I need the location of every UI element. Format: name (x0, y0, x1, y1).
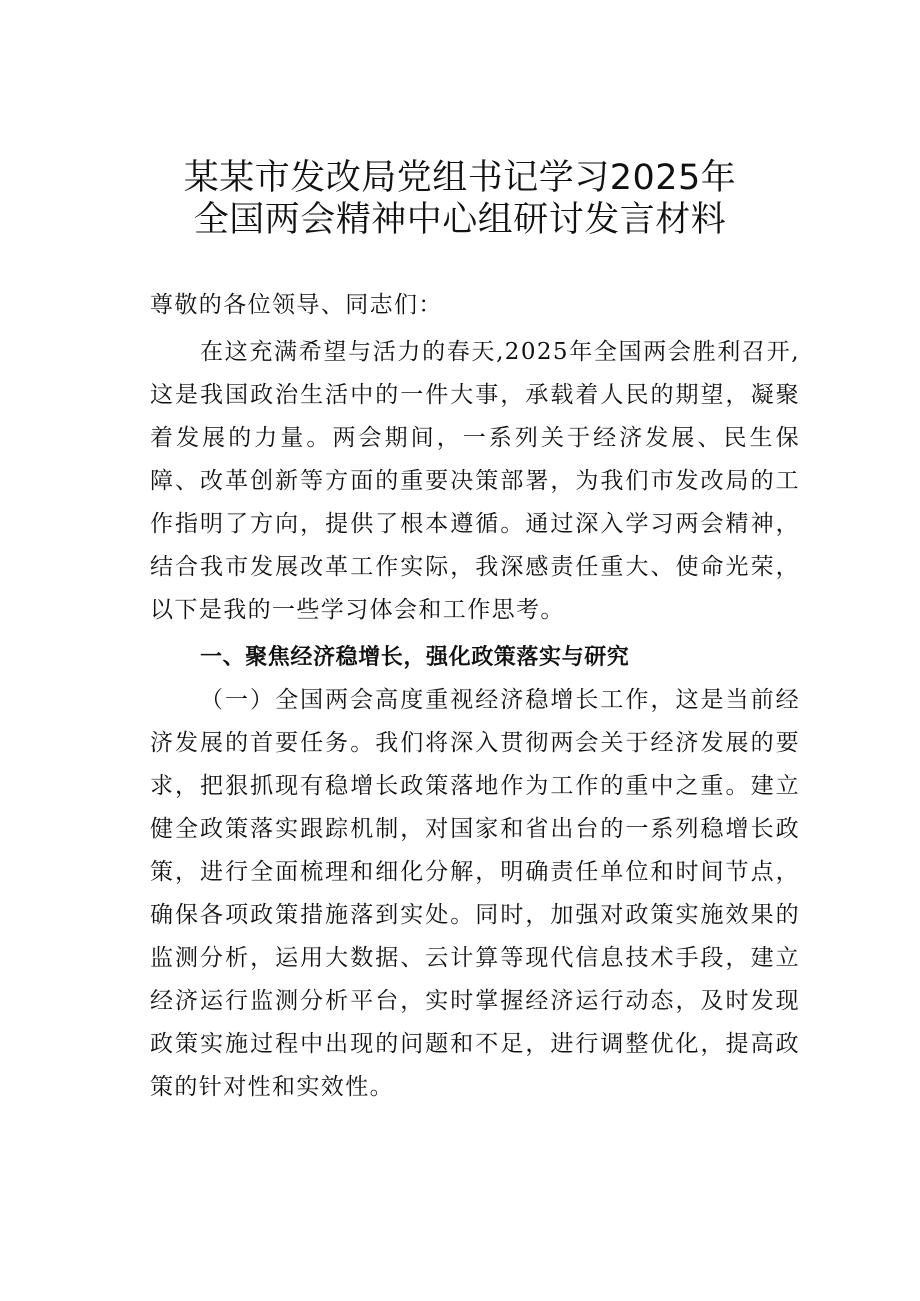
section-1-paragraph: （一）全国两会高度重视经济稳增长工作，这是当前经济发展的首要任务。我们将深入贯彻两会关于经济发展的要求，把狠抓现有稳增长政策落地作为工作的重中之重。建立健全政策落实跟踪机制，对国家和省出台的一系列稳增长政策，进行全面梳理和细化分解，明确责任单位和时间节点，确保各项政策措施落到实处。同时，加强对政策实施效果的监测分析，运用大数据、云计算等现代信息技术手段，建立经济运行监测分析平台，实时掌握经济运行动态，及时发现政策实施过程中出现的问题和不足，进行调整优化，提高政策的针对性和实效性。 (150, 687, 800, 1100)
intro-paragraph: 在这充满希望与活力的春天,2025年全国两会胜利召开,这是我国政治生活中的一件大事，承载着人民的期望，凝聚着发展的力量。两会期间，一系列关于经济发展、民生保障、改革创新等方面的重要决策部署，为我们市发改局的工作指明了方向，提供了根本遵循。通过深入学习两会精神，结合我市发展改革工作实际，我深感责任重大、使命光荣，以下是我的一些学习体会和工作思考。 (150, 339, 800, 623)
salutation: 尊敬的各位领导、同志们： (150, 292, 443, 318)
document-title-line-1: 某某市发改局党组书记学习2025年 (183, 158, 737, 198)
document-title-line-2: 全国两会精神中心组研讨发言材料 (193, 200, 727, 240)
section-heading-1: 一、聚焦经济稳增长，强化政策落实与研究 (200, 645, 630, 670)
